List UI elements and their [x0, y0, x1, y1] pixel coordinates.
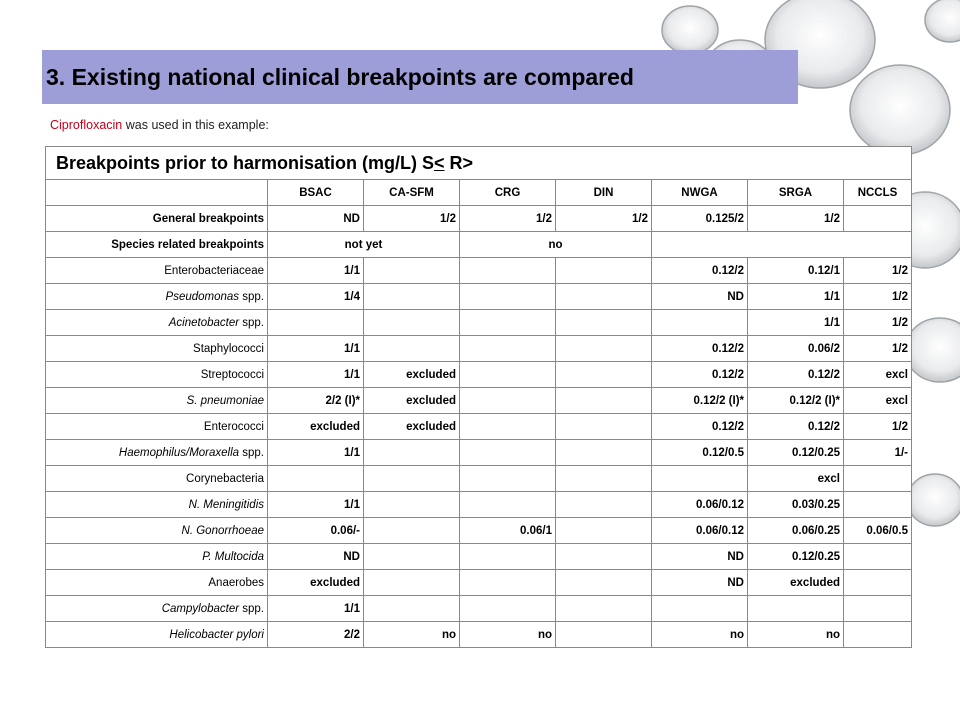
table-cell: 1/2 — [844, 258, 912, 284]
table-cell — [556, 492, 652, 518]
row-label: Species related breakpoints — [46, 232, 268, 258]
table-row — [46, 232, 912, 258]
table-row — [46, 596, 912, 622]
table-cell: 2/2 (I)* — [268, 388, 364, 414]
caption-text: Breakpoints prior to harmonisation (mg/L) S — [56, 152, 435, 173]
table-cell: no — [364, 622, 460, 648]
row-label: General breakpoints — [46, 206, 268, 232]
table-cell — [364, 570, 460, 596]
table-row — [46, 258, 912, 284]
table-cell — [460, 414, 556, 440]
table-cell — [364, 518, 460, 544]
table-cell — [556, 414, 652, 440]
subtitle — [50, 118, 269, 132]
table-cell: 1/2 — [844, 310, 912, 336]
table-cell: 0.12/2 — [652, 258, 748, 284]
table-cell: ND — [652, 284, 748, 310]
table-cell — [364, 596, 460, 622]
table-cell: ND — [652, 544, 748, 570]
table-cell: 1/1 — [268, 440, 364, 466]
caption-post: R> — [444, 152, 474, 173]
table-cell — [460, 310, 556, 336]
table-cell — [748, 596, 844, 622]
table-cell — [556, 596, 652, 622]
row-label: Acinetobacter spp. — [46, 310, 268, 336]
table-cell: 0.06/0.12 — [652, 492, 748, 518]
table-cell — [652, 596, 748, 622]
caption-lt: < — [434, 152, 445, 173]
table-cell — [460, 336, 556, 362]
table-row — [46, 570, 912, 596]
table-cell: 1/2 — [844, 336, 912, 362]
table-cell — [844, 544, 912, 570]
table-cell: 1/1 — [748, 284, 844, 310]
table-cell: 1/2 — [556, 206, 652, 232]
table-cell: 0.12/2 — [652, 414, 748, 440]
table-row — [46, 310, 912, 336]
column-header-nccls: NCCLS — [844, 180, 912, 206]
table-cell — [844, 570, 912, 596]
column-header-blank — [46, 180, 268, 206]
table-cell: excluded — [268, 414, 364, 440]
table-row — [46, 284, 912, 310]
table-cell: ND — [268, 544, 364, 570]
table-cell — [364, 466, 460, 492]
table-cell: excluded — [748, 570, 844, 596]
table-cell: 0.06/- — [268, 518, 364, 544]
table-cell: not yet — [268, 232, 460, 258]
table-cell — [364, 310, 460, 336]
table-row — [46, 362, 912, 388]
table-cell — [460, 258, 556, 284]
table-cell: 0.125/2 — [652, 206, 748, 232]
table-cell: excluded — [268, 570, 364, 596]
row-label: S. pneumoniae — [46, 388, 268, 414]
table-cell: ND — [268, 206, 364, 232]
row-label: Staphylococci — [46, 336, 268, 362]
table-cell: 1/4 — [268, 284, 364, 310]
table-row — [46, 492, 912, 518]
table-cell: ND — [652, 570, 748, 596]
table-cell — [556, 284, 652, 310]
table-cell: 1/2 — [748, 206, 844, 232]
table-cell: 1/1 — [268, 336, 364, 362]
table-cell: excl — [748, 466, 844, 492]
table-cell: no — [748, 622, 844, 648]
table-cell: no — [460, 232, 652, 258]
table-cell: 2/2 — [268, 622, 364, 648]
row-label: Haemophilus/Moraxella spp. — [46, 440, 268, 466]
table-cell: 1/2 — [460, 206, 556, 232]
table-cell — [364, 336, 460, 362]
row-label: N. Gonorrhoeae — [46, 518, 268, 544]
table-cell — [556, 622, 652, 648]
table-cell: 1/2 — [364, 206, 460, 232]
row-label: P. Multocida — [46, 544, 268, 570]
table-cell — [556, 466, 652, 492]
table-cell — [556, 440, 652, 466]
table-cell — [460, 570, 556, 596]
table-cell — [556, 336, 652, 362]
table-cell — [460, 388, 556, 414]
table-cell — [460, 440, 556, 466]
table-cell: 0.12/2 — [652, 336, 748, 362]
table-cell: 0.12/2 (I)* — [652, 388, 748, 414]
table-cell — [556, 310, 652, 336]
table-cell — [844, 622, 912, 648]
table-cell: 1/2 — [844, 284, 912, 310]
table-cell: 0.12/0.25 — [748, 544, 844, 570]
table-cell — [460, 596, 556, 622]
table-cell: 1/- — [844, 440, 912, 466]
column-header-nwga: NWGA — [652, 180, 748, 206]
column-header-row — [46, 180, 912, 206]
breakpoints-table-wrap — [45, 146, 912, 648]
table-row — [46, 544, 912, 570]
row-label: Enterobacteriaceae — [46, 258, 268, 284]
column-header-bsac: BSAC — [268, 180, 364, 206]
table-cell: 0.12/2 — [652, 362, 748, 388]
table-row — [46, 414, 912, 440]
table-cell: 1/1 — [268, 596, 364, 622]
table-cell — [652, 232, 912, 258]
table-cell: excl — [844, 388, 912, 414]
table-cell: 0.12/0.25 — [748, 440, 844, 466]
table-cell — [652, 310, 748, 336]
table-cell — [556, 388, 652, 414]
table-cell: 1/1 — [268, 362, 364, 388]
table-cell — [268, 466, 364, 492]
row-label: Enterococci — [46, 414, 268, 440]
table-row — [46, 388, 912, 414]
table-cell: 0.06/0.12 — [652, 518, 748, 544]
table-cell — [844, 492, 912, 518]
title-bar — [42, 50, 798, 104]
table-cell: 0.12/0.5 — [652, 440, 748, 466]
table-cell: 0.12/2 — [748, 414, 844, 440]
table-row — [46, 336, 912, 362]
table-row — [46, 206, 912, 232]
table-row — [46, 440, 912, 466]
row-label: Corynebacteria — [46, 466, 268, 492]
table-cell: 0.12/2 — [748, 362, 844, 388]
row-label: Campylobacter spp. — [46, 596, 268, 622]
table-cell: 0.06/0.5 — [844, 518, 912, 544]
row-label: Anaerobes — [46, 570, 268, 596]
table-cell — [844, 596, 912, 622]
row-label: Helicobacter pylori — [46, 622, 268, 648]
table-cell: 1/1 — [748, 310, 844, 336]
table-cell: excl — [844, 362, 912, 388]
table-cell — [364, 258, 460, 284]
table-cell: 1/2 — [844, 414, 912, 440]
table-cell — [844, 206, 912, 232]
table-row — [46, 518, 912, 544]
column-header-din: DIN — [556, 180, 652, 206]
table-cell — [556, 544, 652, 570]
table-cell — [556, 258, 652, 284]
table-cell: no — [652, 622, 748, 648]
table-cell — [556, 518, 652, 544]
table-row — [46, 466, 912, 492]
table-cell: excluded — [364, 362, 460, 388]
table-cell — [460, 544, 556, 570]
table-cell: excluded — [364, 414, 460, 440]
table-caption-row — [46, 147, 912, 180]
subtitle-drug: Ciprofloxacin — [50, 118, 123, 132]
table-cell: 0.12/2 (I)* — [748, 388, 844, 414]
table-cell — [844, 466, 912, 492]
table-cell — [460, 362, 556, 388]
slide-title: 3. Existing national clinical breakpoints are compared — [46, 64, 634, 90]
row-label: Streptococci — [46, 362, 268, 388]
row-label: N. Meningitidis — [46, 492, 268, 518]
table-cell: no — [460, 622, 556, 648]
table-caption — [46, 147, 912, 180]
column-header-ca-sfm: CA-SFM — [364, 180, 460, 206]
row-label: Pseudomonas spp. — [46, 284, 268, 310]
table-cell — [364, 544, 460, 570]
table-cell — [364, 284, 460, 310]
table-cell — [556, 362, 652, 388]
table-cell: 1/1 — [268, 258, 364, 284]
breakpoints-table — [45, 146, 912, 648]
table-cell — [556, 570, 652, 596]
table-cell — [268, 310, 364, 336]
table-cell — [460, 284, 556, 310]
column-header-srga: SRGA — [748, 180, 844, 206]
table-row — [46, 622, 912, 648]
table-cell: 0.06/0.25 — [748, 518, 844, 544]
table-cell: excluded — [364, 388, 460, 414]
column-header-crg: CRG — [460, 180, 556, 206]
table-cell — [460, 466, 556, 492]
table-cell: 0.06/1 — [460, 518, 556, 544]
table-cell: 0.12/1 — [748, 258, 844, 284]
table-cell: 0.03/0.25 — [748, 492, 844, 518]
table-cell — [364, 440, 460, 466]
table-cell — [364, 492, 460, 518]
table-cell — [460, 492, 556, 518]
subtitle-rest: was used in this example: — [122, 118, 269, 132]
table-cell: 0.06/2 — [748, 336, 844, 362]
table-cell: 1/1 — [268, 492, 364, 518]
table-cell — [652, 466, 748, 492]
